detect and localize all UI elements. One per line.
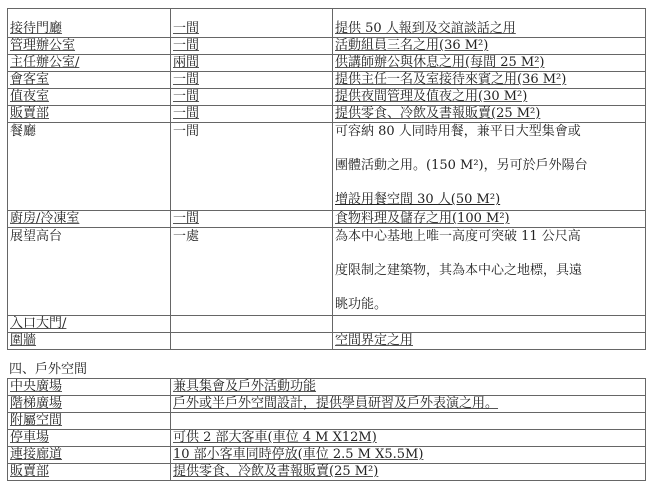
space-name-cell-text: 販賣部 [10,106,50,121]
quantity-cell [171,55,333,72]
quantity-cell-text: 一間 [173,106,200,121]
section-heading-outdoor: 四、戶外空間 [9,362,88,377]
space-name-cell-text: 停車場 [10,430,50,445]
space-name-cell-text: 階梯廣場 [10,396,63,411]
space-name-cell [8,123,171,211]
table-row [8,228,646,316]
description-cell [333,89,646,106]
quantity-cell [171,72,333,89]
description-cell-text: 戶外或半戶外空間設計，提供學員研習及戶外表演之用。 [173,396,499,411]
space-name-cell-text: 餐廳 [10,124,37,139]
description-cell [171,413,646,430]
space-name-cell [8,106,171,123]
space-name-cell-text: 圍牆 [10,333,37,348]
space-name-cell [8,9,171,38]
table-row [8,72,646,89]
table-row [8,55,646,72]
description-cell-text: 空間界定之用 [335,333,414,348]
quantity-cell-text: 一間 [173,38,200,53]
space-name-cell-text: 廚房/冷凍室 [10,211,80,226]
description-line: 增設用餐空間 30 人(50 M²) [335,192,501,207]
description-cell-text: 可供 2 部大客車(車位 4 M X12M) [173,430,377,445]
table-row [8,123,646,211]
table-row [8,89,646,106]
description-cell [333,333,646,350]
space-name-cell [8,464,171,481]
quantity-cell [171,316,333,333]
space-name-cell [8,396,171,413]
description-cell [333,106,646,123]
description-cell [333,55,646,72]
space-name-cell [8,316,171,333]
description-cell-text: 提供零食、冷飲及書報販賣(25 M²) [335,106,541,121]
description-cell-text: 兼具集會及戶外活動功能 [173,379,317,394]
description-line: 為本中心基地上唯一高度可突破 11 公尺高 [335,229,581,244]
description-cell-text: 提供零食、冷飲及書報販賣(25 M²) [173,464,379,479]
table-row [8,9,646,38]
description-cell-text: 食物料理及儲存之用(100 M²) [335,211,510,226]
description-line: 團體活動之用。(150 M²)，另可於戶外陽台 [335,158,588,173]
description-line: 可容納 80 人同時用餐，兼平日大型集會或 [335,124,581,139]
description-cell [333,38,646,55]
description-cell-text: 活動組員三名之用(36 M²) [335,38,489,53]
quantity-cell [171,228,333,316]
space-name-cell-text: 管理辦公室 [10,38,76,53]
table-row [8,396,646,413]
table-row [8,333,646,350]
space-name-cell [8,228,171,316]
space-name-cell-text: 中央廣場 [10,379,63,394]
space-name-cell [8,379,171,396]
space-name-cell [8,430,171,447]
description-cell [171,396,646,413]
space-name-cell [8,55,171,72]
space-name-cell [8,89,171,106]
quantity-cell [171,333,333,350]
quantity-cell-text: 兩間 [173,55,200,70]
description-cell-text: 提供夜間管理及值夜之用(30 M²) [335,89,528,104]
quantity-cell-text: 一間 [173,124,200,139]
description-cell [333,316,646,333]
space-name-cell-text: 連接廊道 [10,447,63,462]
description-cell [333,72,646,89]
description-cell [333,211,646,228]
description-cell-text: 供講師辦公與休息之用(每間 25 M²) [335,55,545,70]
description-cell [333,9,646,38]
space-name-cell-text: 值夜室 [10,89,50,104]
description-cell [171,379,646,396]
description-cell [333,228,646,316]
space-name-cell [8,38,171,55]
table-row [8,430,646,447]
quantity-cell [171,9,333,38]
table-row [8,38,646,55]
space-name-cell-text: 接待門廳 [10,21,63,36]
description-cell [171,430,646,447]
quantity-cell [171,89,333,106]
description-cell [333,123,646,211]
space-name-cell [8,447,171,464]
description-cell-text: 提供 50 人報到及交誼談話之用 [335,21,516,36]
table-row [8,316,646,333]
table-row [8,464,646,481]
table-row [8,413,646,430]
indoor-spaces-table [7,8,646,350]
space-name-cell-text: 販賣部 [10,464,50,479]
space-name-cell-text: 展望高台 [10,229,63,244]
quantity-cell [171,106,333,123]
space-name-cell [8,72,171,89]
table-row [8,106,646,123]
table-row [8,211,646,228]
description-cell-text: 10 部小客車同時停放(車位 2.5 M X5.5M) [173,447,424,462]
quantity-cell-text: 一間 [173,211,200,226]
table-row [8,379,646,396]
table-row [8,447,646,464]
description-line: 度限制之建築物，其為本中心之地標，具遠 [335,263,583,278]
quantity-cell [171,38,333,55]
quantity-cell-text: 一間 [173,72,200,87]
description-cell [171,447,646,464]
space-name-cell-text: 附屬空間 [10,413,63,428]
space-name-cell [8,211,171,228]
quantity-cell-text: 一處 [173,229,200,244]
space-name-cell [8,413,171,430]
space-name-cell-text: 主任辦公室/ [10,55,80,70]
quantity-cell-text: 一間 [173,21,200,36]
description-cell-text: 提供主任一名及室接待來賓之用(36 M²) [335,72,567,87]
quantity-cell [171,123,333,211]
space-name-cell [8,333,171,350]
space-name-cell-text: 會客室 [10,72,50,87]
quantity-cell-text: 一間 [173,89,200,104]
description-line: 眺功能。 [335,297,388,312]
quantity-cell [171,211,333,228]
description-cell [171,464,646,481]
outdoor-spaces-table [7,378,646,481]
space-name-cell-text: 入口大門/ [10,316,67,331]
